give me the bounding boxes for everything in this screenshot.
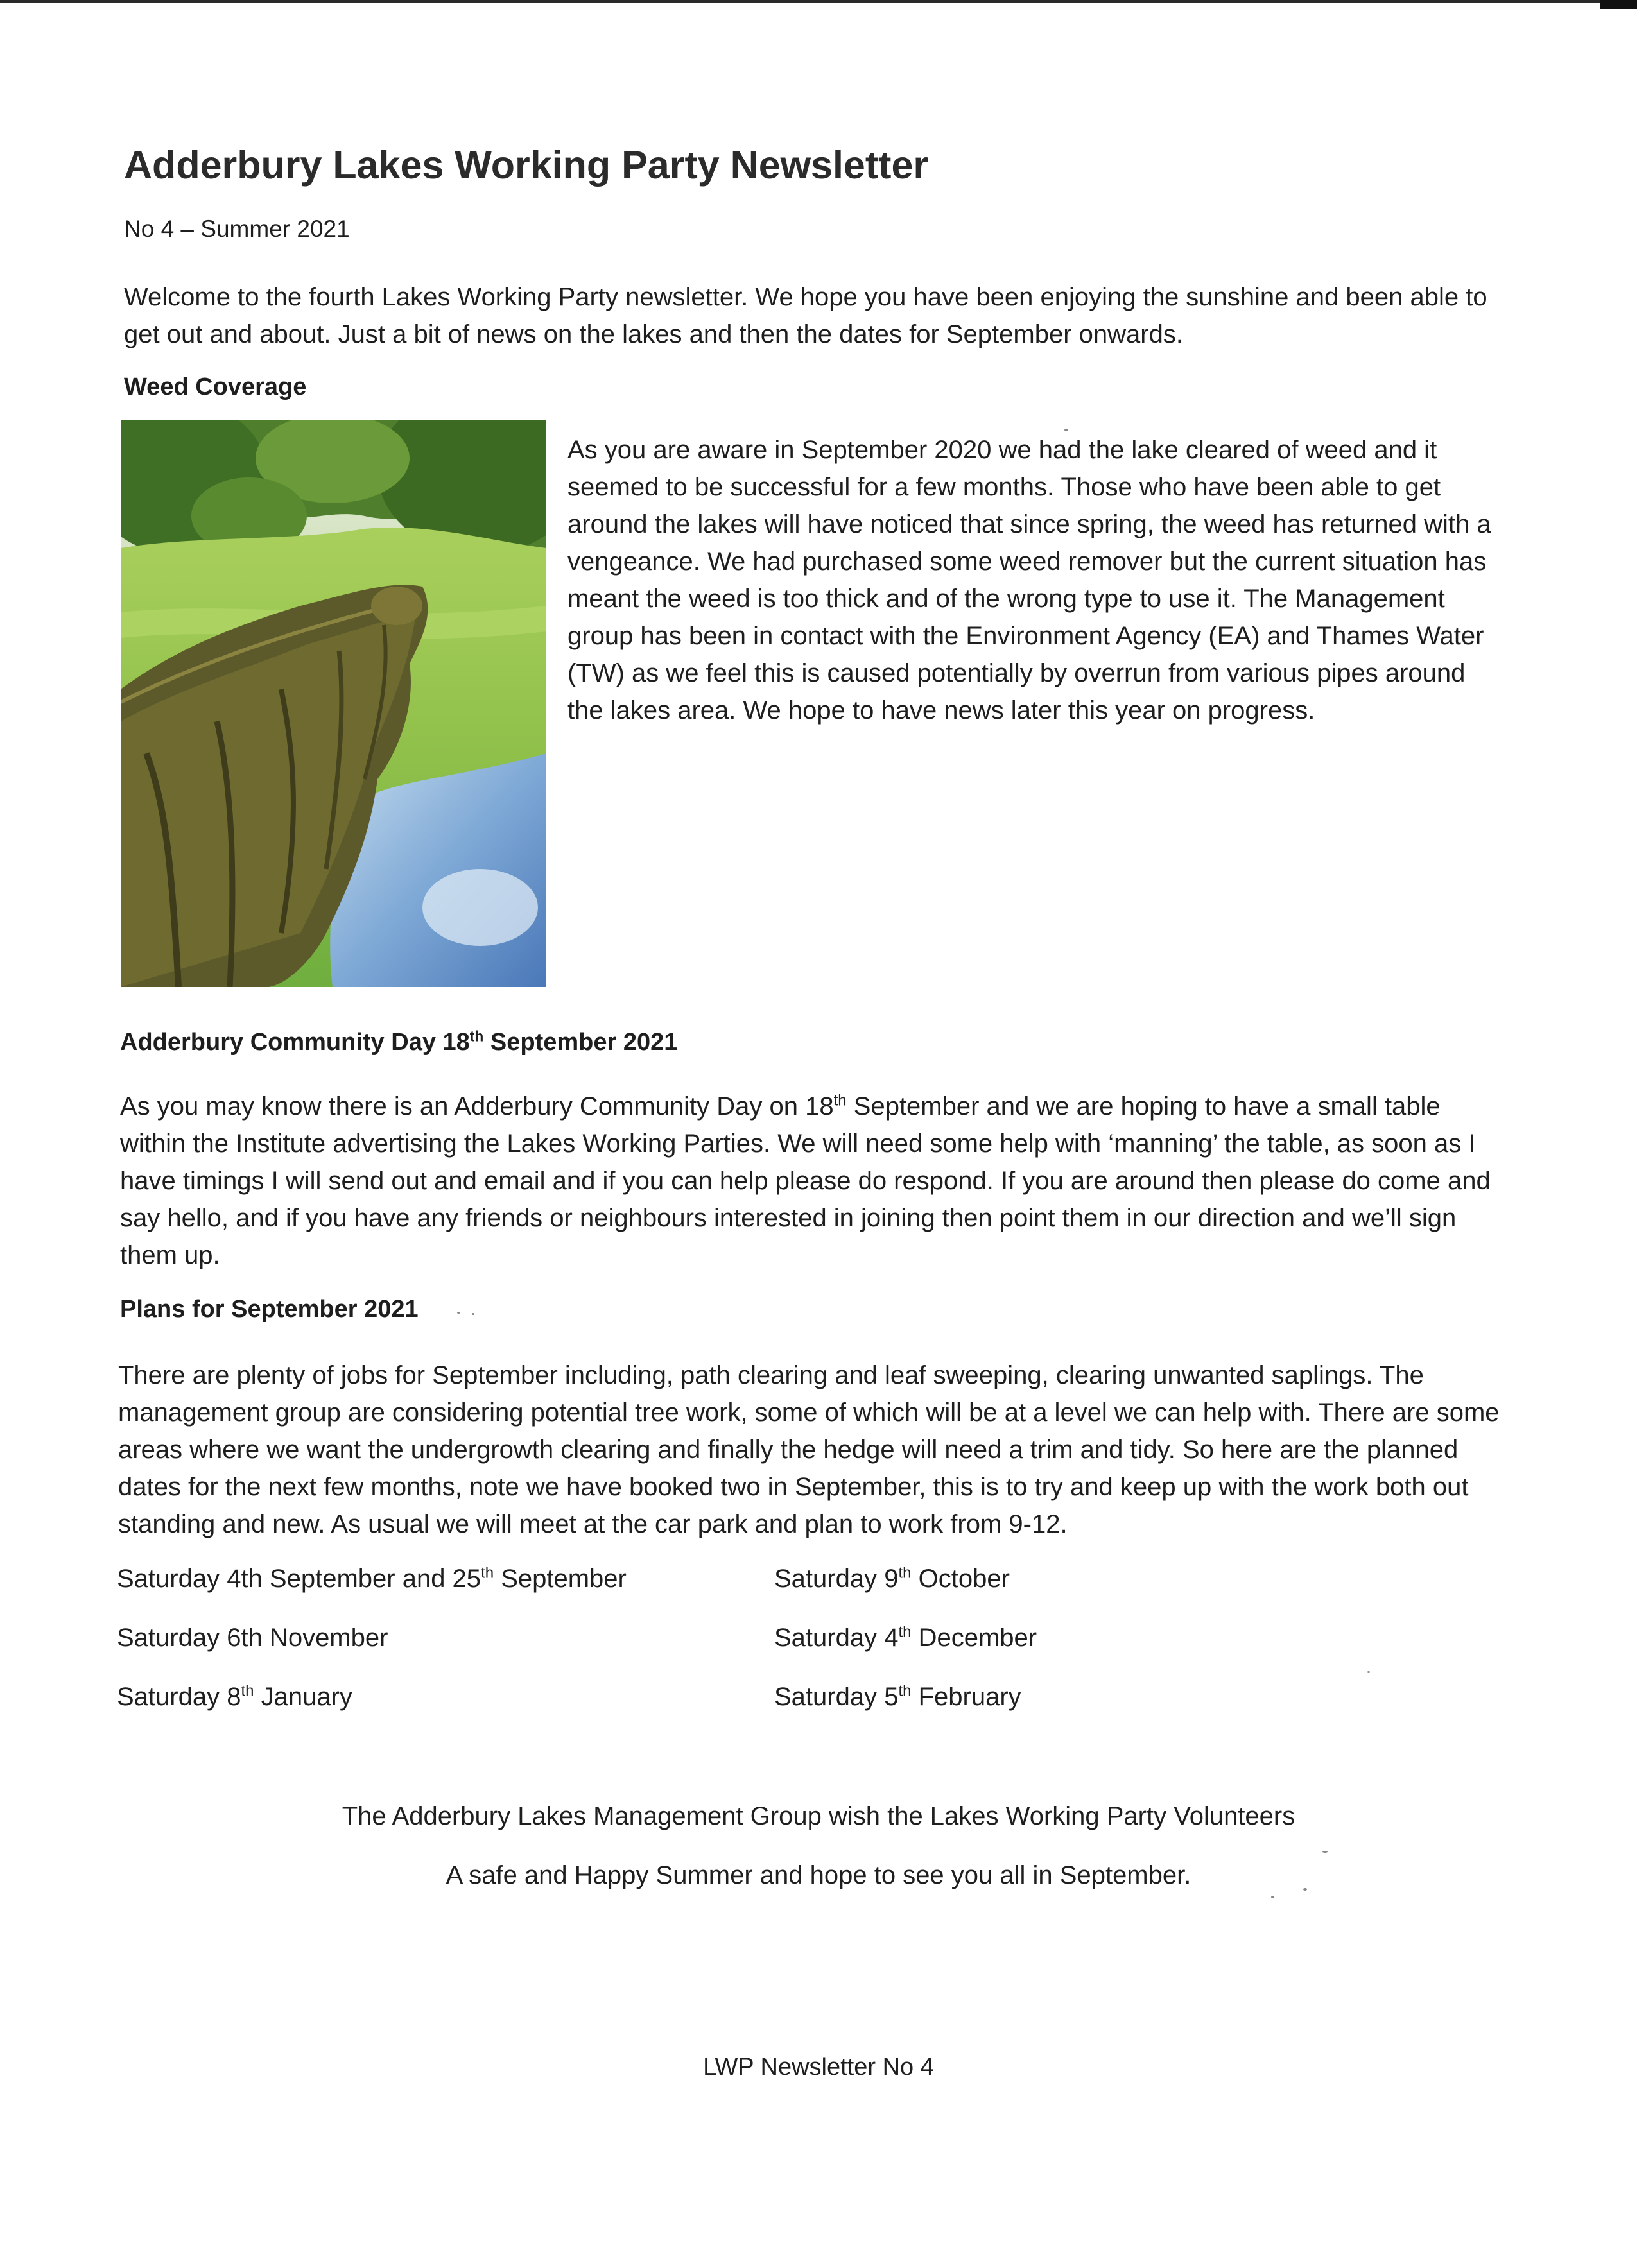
scan-speck — [1367, 1671, 1370, 1673]
weed-coverage-paragraph: As you are aware in September 2020 we had the lake cleared of weed and it seemed to be successful for a few months. Those who have been able to get around the lakes will have noticed that since spring, the weed has returned with a vengeance. We had purchased some weed remover but the current situation has meant the weed is too thick and of the wrong type to use it. The Management group has been in contact with the Environment Agency (EA) and Thames Water (TW) as we feel this is caused potentially by overrun from various pipes around the lakes area. We hope to have news later this year on progress. — [567, 436, 1491, 725]
closing-line-2: A safe and Happy Summer and hope to see you all in September. — [446, 1861, 1191, 1889]
date-item: Saturday 4th September and 25th September — [117, 1564, 627, 1593]
closing-line-1: The Adderbury Lakes Management Group wish the Lakes Working Party Volunteers — [342, 1802, 1295, 1830]
scan-speck — [1064, 429, 1068, 431]
plans-paragraph: There are plenty of jobs for September including, path clearing and leaf sweeping, clearing unwanted saplings. The management group are considering potential tree work, some of which will be at a level we can help with. There are some areas where we want the undergrowth clearing and finally the hedge will need a trim and tidy. So here are the planned dates for the next few months, note we have booked two in September, this is to try and keep up with the work both out standing and new. As usual we will meet at the car park and plan to work from 9-12. — [118, 1361, 1500, 1538]
scan-speck — [1271, 1896, 1274, 1898]
weed-photo — [121, 420, 546, 987]
issue-label: No 4 – Summer 2021 — [124, 216, 350, 242]
date-item: Saturday 8th January — [117, 1682, 352, 1711]
page-title: Adderbury Lakes Working Party Newsletter — [124, 143, 929, 187]
community-day-heading: Adderbury Community Day 18th September 2021 — [120, 1027, 678, 1056]
date-item: Saturday 4th December — [774, 1623, 1037, 1652]
scan-speck — [472, 1313, 474, 1315]
intro-paragraph: Welcome to the fourth Lakes Working Party newsletter. We hope you have been enjoying the sunshine and been able to get out and about. Just a bit of news on the lakes and then the dates for September onwards. — [124, 283, 1487, 348]
date-item: Saturday 9th October — [774, 1564, 1010, 1593]
date-item: Saturday 6th November — [117, 1624, 388, 1652]
scan-speck — [1322, 1851, 1328, 1853]
community-day-paragraph: As you may know there is an Adderbury Community Day on 18th September and we are hoping to have a small table within the Institute advertising the Lakes Working Parties. We will need some help with ‘manning’ the table, as soon as I have timings I will send out and email and if you can help please do respond. If you are around then please do come and say hello, and if you have any friends or neighbours interested in joining then point them in our direction and we’ll sign them up. — [120, 1092, 1491, 1269]
plans-heading: Plans for September 2021 — [120, 1296, 419, 1323]
weed-coverage-heading: Weed Coverage — [124, 374, 307, 400]
page-footer: LWP Newsletter No 4 — [703, 2054, 934, 2081]
scan-speck — [1303, 1888, 1307, 1891]
scan-speck — [457, 1312, 460, 1314]
date-item: Saturday 5th February — [774, 1682, 1021, 1711]
